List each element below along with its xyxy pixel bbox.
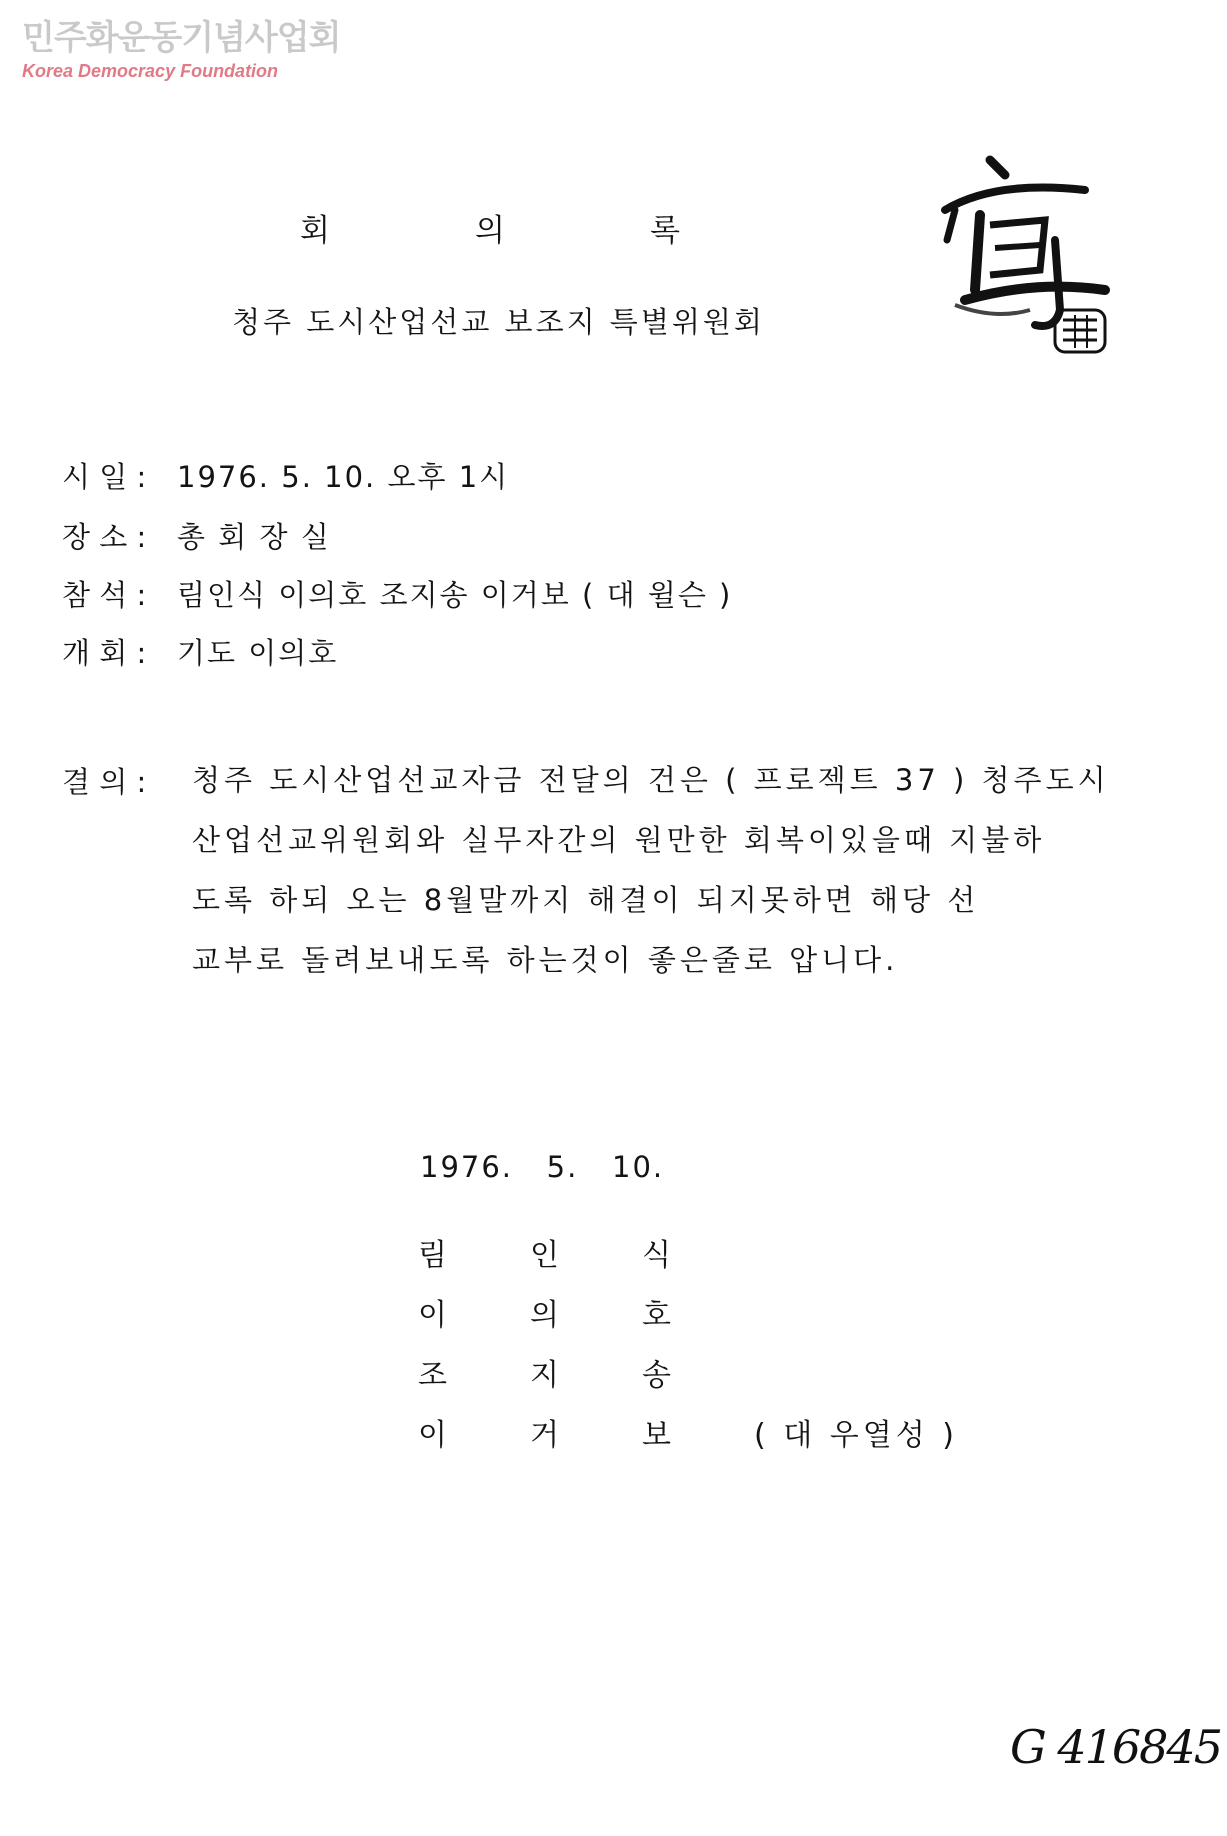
signer-row	[418, 1290, 754, 1334]
signer-row	[418, 1230, 754, 1274]
watermark-english: Korea Democracy Foundation	[22, 61, 279, 81]
signer-char: 인	[530, 1238, 559, 1273]
seal-stamp-icon	[935, 140, 1115, 360]
signer-char: 지	[530, 1358, 559, 1393]
signer-row	[418, 1350, 754, 1394]
signer-char: 거	[530, 1418, 559, 1453]
signature-date: 1976. 5. 10.	[420, 1150, 665, 1184]
resolution-text	[192, 760, 1110, 1000]
document-subtitle: 청주 도시산업선교 보조지 특별위원회	[232, 305, 765, 339]
field-opening-label: 개 회 :	[62, 636, 147, 670]
title-char-2: 의	[475, 213, 505, 249]
field-place-label: 장 소 :	[62, 520, 147, 554]
watermark	[22, 18, 340, 82]
field-opening	[62, 631, 338, 672]
resolution-line: 도록 하되 오는 8월말까지 해결이 되지못하면 해당 선	[192, 883, 980, 917]
signer-char: 조	[418, 1358, 447, 1393]
field-date	[62, 455, 509, 496]
signer-char: 이	[418, 1418, 447, 1453]
field-place-value: 총 회 장 실	[177, 520, 331, 554]
field-attendees	[62, 573, 732, 614]
watermark-korean: 민주화운동기념사업회	[22, 18, 341, 58]
field-attendees-value: 림인식 이의호 조지송 이거보 ( 대 윌슨 )	[177, 578, 733, 612]
signer-char: 림	[418, 1238, 447, 1273]
signer-char: 의	[530, 1298, 559, 1333]
document-title	[300, 205, 680, 250]
resolution-line: 청주 도시산업선교자금 전달의 건은 ( 프로젝트 37 ) 청주도시	[192, 763, 1110, 797]
signer-char: 보	[642, 1418, 671, 1453]
title-char-1: 회	[300, 213, 330, 249]
field-date-value: 1976. 5. 10. 오후 1시	[177, 460, 510, 494]
signer-char: 송	[642, 1358, 671, 1393]
archive-code-text: G 416845	[1010, 1720, 1221, 1774]
field-date-label: 시 일 :	[62, 460, 147, 494]
signer-note: ( 대 우열성 )	[754, 1418, 958, 1453]
field-attendees-label: 참 석 :	[62, 578, 147, 612]
resolution-line: 교부로 돌려보내도록 하는것이 좋은줄로 압니다.	[192, 943, 899, 977]
signer-row	[418, 1410, 958, 1454]
resolution-line: 산업선교위원회와 실무자간의 원만한 회복이있을때 지불하	[192, 823, 1046, 857]
resolution-label: 결 의 :	[62, 765, 147, 799]
field-opening-value: 기도 이의호	[177, 636, 339, 670]
signer-char: 호	[642, 1298, 671, 1333]
field-place	[62, 515, 331, 556]
signer-char: 이	[418, 1298, 447, 1333]
signer-char: 식	[642, 1238, 671, 1273]
archive-code-handwritten	[1010, 1720, 1221, 1774]
title-char-3: 록	[650, 213, 680, 249]
resolution-section	[62, 760, 1110, 1000]
